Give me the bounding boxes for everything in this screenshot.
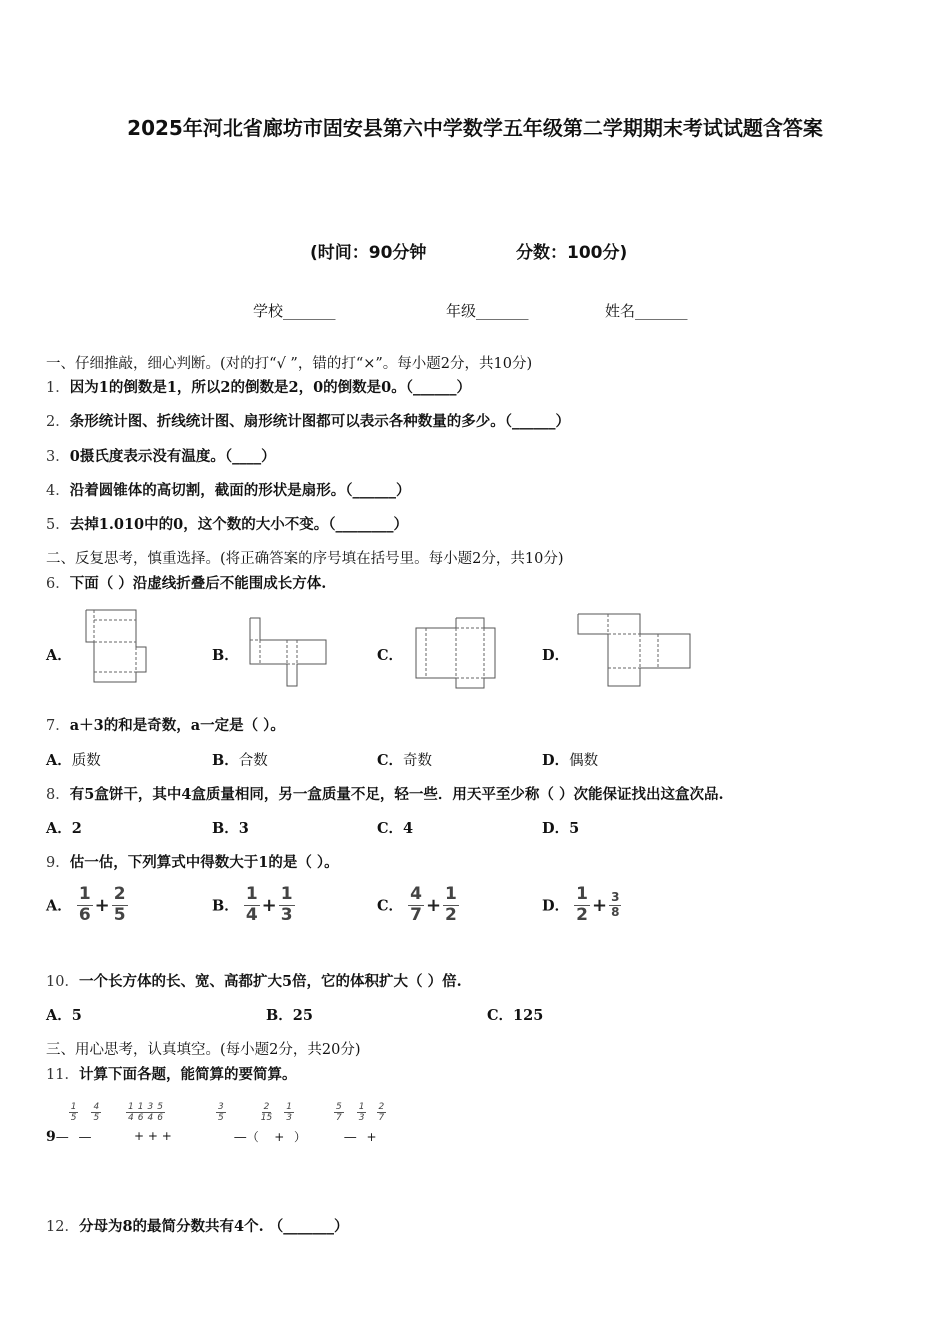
question-text: a＋3的和是奇数，a一定是（ ）。 xyxy=(69,717,285,734)
total-score: 分数：100分) xyxy=(516,243,628,263)
q7-option-b xyxy=(212,749,268,770)
option-value: 2 xyxy=(71,820,82,837)
option-value: 3 xyxy=(238,820,249,837)
plus-sign: + xyxy=(134,1129,145,1143)
name-field: 姓名_______ xyxy=(605,302,688,320)
fraction: $\frac{1}{3}$ xyxy=(286,1102,292,1124)
plus-sign: + xyxy=(94,894,110,916)
minus-sign: — xyxy=(55,1130,69,1145)
q10-option-b xyxy=(266,1004,313,1025)
question-7 xyxy=(46,714,285,735)
plus-sign: + xyxy=(261,894,277,916)
option-value: 合数 xyxy=(238,753,268,769)
question-text: 计算下面各题，能简算的要简算。 xyxy=(78,1066,297,1083)
fraction: $\frac{1}{4}$ xyxy=(245,884,258,925)
question-12 xyxy=(46,1215,348,1236)
option-value: 偶数 xyxy=(569,753,599,769)
plus-sign: + xyxy=(274,1130,285,1144)
option-label: A． xyxy=(46,1007,72,1024)
fraction: $\frac{1}{3}$ xyxy=(280,884,293,925)
option-label: C． xyxy=(377,820,404,837)
question-number: 11． xyxy=(46,1067,79,1083)
question-number: 3． xyxy=(46,449,70,465)
question-9 xyxy=(46,851,339,872)
fraction: $\frac{3}{5}$ xyxy=(218,1102,224,1124)
school-field: 学校_______ xyxy=(253,302,336,320)
question-text: 分母为8的最简分数共有4个. （_______） xyxy=(78,1218,349,1235)
option-value: 5 xyxy=(71,1007,82,1024)
expression-1 xyxy=(46,1102,101,1145)
question-2 xyxy=(46,410,570,431)
fraction: $\frac{5}{7}$ xyxy=(336,1102,342,1124)
option-label: C． xyxy=(377,897,404,915)
q8-option-d xyxy=(542,817,579,838)
fraction: $\frac{1}{6}$ xyxy=(78,884,91,925)
q6-option-d-label: D． xyxy=(542,647,570,664)
option-label: C． xyxy=(377,752,404,769)
section-2-heading: 二、反复思考，慎重选择。(将正确答案的序号填在括号里。每小题2分，共10分) xyxy=(46,551,564,567)
q8-option-a xyxy=(46,817,82,838)
section-1-heading: 一、仔细推敲，细心判断。(对的打“√ ”，错的打“×”。每小题2分，共10分) xyxy=(46,356,533,372)
fraction: $\frac{1}{5}$ xyxy=(70,1102,77,1124)
option-value: 25 xyxy=(292,1007,313,1024)
fraction: $\frac{5}{6}$ xyxy=(157,1102,163,1124)
fraction: $\frac{3}{8}$ xyxy=(611,889,620,919)
document-title: 2025年河北省廊坊市固安县第六中学数学五年级第二学期期末考试试题含答案 xyxy=(127,116,823,140)
option-label: B． xyxy=(212,897,239,915)
fraction: $\frac{3}{4}$ xyxy=(147,1102,154,1124)
section-3-heading: 三、用心思考，认真填空。(每小题2分，共20分) xyxy=(46,1042,361,1058)
plus-sign: + xyxy=(366,1130,377,1144)
question-text: 下面（ ）沿虚线折叠后不能围成长方体. xyxy=(69,575,327,592)
expression-3 xyxy=(216,1102,306,1145)
q10-option-c xyxy=(487,1004,543,1025)
question-number: 1． xyxy=(46,380,70,396)
question-number: 10． xyxy=(46,974,79,990)
net-a-figure xyxy=(82,606,152,686)
expression-4 xyxy=(334,1102,386,1145)
q8-option-b xyxy=(212,817,249,838)
right-paren: ） xyxy=(294,1130,307,1144)
fraction: $\frac{1}{2}$ xyxy=(445,884,457,925)
option-label: D． xyxy=(542,820,570,837)
option-value: 质数 xyxy=(71,753,101,769)
question-text: 估一估，下列算式中得数大于1的是（ ）。 xyxy=(69,854,339,871)
option-label: B． xyxy=(266,1007,293,1024)
expression-lead: 9 xyxy=(46,1129,56,1145)
option-label: D． xyxy=(542,897,570,915)
fraction: $\frac{1}{3}$ xyxy=(358,1102,365,1124)
question-text: 因为1的倒数是1，所以2的倒数是2，0的倒数是0。（______） xyxy=(69,379,472,396)
question-4 xyxy=(46,479,410,500)
net-b-figure xyxy=(245,614,330,690)
question-text: 一个长方体的长、宽、高都扩大5倍，它的体积扩大（ ）倍. xyxy=(78,973,462,990)
option-label: B． xyxy=(212,752,239,769)
q10-option-a xyxy=(46,1004,82,1025)
q9-option-a xyxy=(46,885,128,925)
net-d-figure xyxy=(574,610,696,690)
option-label: B． xyxy=(212,820,239,837)
fraction: $\frac{1}{6}$ xyxy=(137,1102,144,1124)
q7-option-d xyxy=(542,749,598,770)
fraction: $\frac{4}{7}$ xyxy=(410,884,422,925)
question-text: 条形统计图、折线统计图、扇形统计图都可以表示各种数量的多少。（______） xyxy=(69,413,570,430)
q6-option-b-label: B． xyxy=(212,647,239,664)
question-text: 0摄氏度表示没有温度。（____） xyxy=(69,448,276,465)
option-label: A． xyxy=(46,752,72,769)
question-text: 沿着圆锥体的高切割，截面的形状是扇形。（______） xyxy=(69,482,411,499)
option-label: D． xyxy=(542,752,570,769)
q7-option-c xyxy=(377,749,432,770)
question-number: 8． xyxy=(46,787,70,803)
fraction: $\frac{2}{5}$ xyxy=(113,884,126,925)
q7-option-a xyxy=(46,749,101,770)
option-value: 5 xyxy=(569,820,580,837)
question-3 xyxy=(46,445,276,466)
option-label: A． xyxy=(46,897,72,915)
q6-option-c-label: C． xyxy=(377,647,404,664)
option-value: 4 xyxy=(403,820,414,837)
question-8 xyxy=(46,783,724,804)
expression-2 xyxy=(126,1102,165,1124)
fraction: $\frac{2}{15}$ xyxy=(260,1102,273,1124)
fraction: $\frac{2}{7}$ xyxy=(378,1102,385,1124)
question-number: 4． xyxy=(46,483,70,499)
q9-option-d xyxy=(542,885,621,925)
grade-field: 年级_______ xyxy=(446,302,529,320)
plus-sign: + xyxy=(161,1129,172,1143)
option-value: 奇数 xyxy=(403,753,433,769)
q9-option-b xyxy=(212,885,295,925)
q8-option-c xyxy=(377,817,413,838)
question-number: 6． xyxy=(46,576,70,592)
question-10 xyxy=(46,970,462,991)
plus-sign: + xyxy=(591,894,608,916)
question-number: 9． xyxy=(46,855,70,871)
question-number: 2． xyxy=(46,414,70,430)
question-number: 12． xyxy=(46,1219,79,1235)
question-text: 有5盒饼干，其中4盒质量相同，另一盒质量不足，轻一些．用天平至少称（ ）次能保证找出这盒次品. xyxy=(69,786,724,803)
question-6 xyxy=(46,572,326,593)
plus-sign: + xyxy=(147,1129,158,1143)
left-paren: （ xyxy=(246,1130,259,1144)
minus-sign: — xyxy=(78,1130,92,1145)
fraction: $\frac{4}{5}$ xyxy=(93,1102,100,1124)
question-number: 5． xyxy=(46,517,70,533)
option-label: A． xyxy=(46,820,72,837)
option-value: 125 xyxy=(513,1007,544,1024)
expression-2-operators xyxy=(134,1129,172,1143)
q9-option-c xyxy=(377,885,459,925)
question-11 xyxy=(46,1063,296,1084)
plus-sign: + xyxy=(425,894,442,916)
minus-sign: — xyxy=(343,1130,357,1145)
net-c-figure xyxy=(412,614,500,692)
q6-option-a-label: A． xyxy=(46,647,72,664)
fraction: $\frac{1}{2}$ xyxy=(576,884,588,925)
time-limit: (时间：90分钟 xyxy=(310,243,427,263)
question-1 xyxy=(46,376,471,397)
question-text: 去掉1.010中的0，这个数的大小不变。（________） xyxy=(69,516,408,533)
fraction: $\frac{1}{4}$ xyxy=(128,1102,134,1124)
minus-sign: — xyxy=(233,1130,247,1145)
question-5 xyxy=(46,513,408,534)
option-label: C． xyxy=(487,1007,514,1024)
question-number: 7． xyxy=(46,718,70,734)
